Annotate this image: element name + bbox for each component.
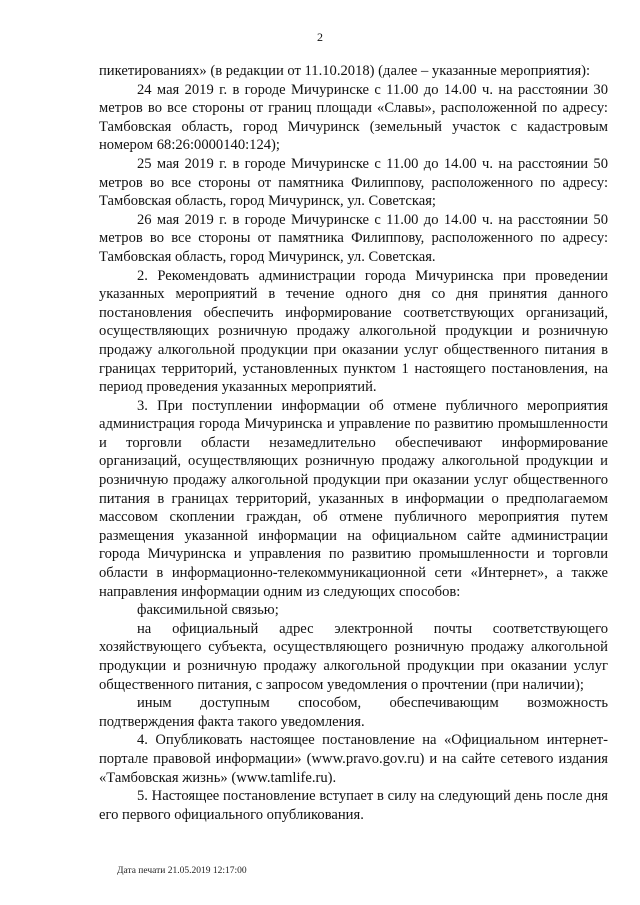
paragraph-event-may-24: 24 мая 2019 г. в городе Мичуринске с 11.00 до 14.00 ч. на расстоянии 30 метров во все стороны от границ площади «Славы», расположенной по адресу: Тамбовская область, город Мичуринск (земельный участок с кадастровым номером 68:26:0000140:124);: [99, 81, 608, 154]
paragraph-clause-4: 4. Опубликовать настоящее постановление на «Официальном интернет-портале правовой информации» (www.pravo.gov.ru) и на сайте сетевого издания «Тамбовская жизнь» (www.tamlife.ru).: [99, 732, 608, 786]
paragraph-intro-continuation: пикетированиях» (в редакции от 11.10.2018) (далее – указанные мероприятия):: [99, 63, 591, 79]
paragraph-method-other: иным доступным способом, обеспечивающим возможность подтверждения факта такого уведомления.: [99, 695, 608, 730]
paragraph-method-email: на официальный адрес электронной почты соответствующего хозяйствующего субъекта, осуществляющего розничную продажу алкогольной продукции и розничную продажу алкогольной продукции при оказании услуг общественного питания, с запросом уведомления о прочтении (при наличии);: [99, 620, 608, 693]
paragraph-clause-5: 5. Настоящее постановление вступает в силу на следующий день после дня его первого официального опубликования.: [99, 788, 608, 823]
paragraph-event-may-26: 26 мая 2019 г. в городе Мичуринске с 11.00 до 14.00 ч. на расстоянии 50 метров во все стороны от памятника Филиппову, расположенного по адресу: Тамбовская область, город Мичуринск, ул. Советская.: [99, 211, 608, 265]
paragraph-event-may-25: 25 мая 2019 г. в городе Мичуринске с 11.00 до 14.00 ч. на расстоянии 50 метров во все стороны от памятника Филиппову, расположенного по адресу: Тамбовская область, город Мичуринск, ул. Советская;: [99, 155, 608, 210]
page-number: 2: [317, 30, 323, 44]
print-date: Дата печати 21.05.2019 12:17:00: [117, 866, 247, 876]
paragraph-clause-2: 2. Рекомендовать администрации города Мичуринска при проведении указанных мероприятий в течение одного дня со дня принятия данного постановления обеспечить информирование соответствующих организаций, осуществляющих розничную продажу алкогольной продукции и розничную продажу алкогольной продукции при оказании услуг общественного питания в границах территорий, установленных пунктом 1 настоящего постановления, на период проведения указанных мероприятий.: [99, 267, 608, 396]
paragraph-clause-3: 3. При поступлении информации об отмене публичного мероприятия администрация города Мичуринска и управление по развитию промышленности и торговли области незамедлительно обеспечивают информирование организаций, осуществляющих розничную продажу алкогольной продукции и розничную продажу алкогольной продукции при оказании услуг общественного питания в границах территорий, указанных в информации о предполагаемом массовом скоплении граждан, об отмене публичного мероприятия путем размещения указанной информации на официальном сайте администрации города Мичуринска и управления по развитию промышленности и торговли области в информационно-телекоммуникационной сети «Интернет», а также направления информации одним из следующих способов:: [99, 397, 608, 600]
paragraph-method-fax: факсимильной связью;: [137, 602, 279, 619]
document-body: [99, 62, 608, 824]
